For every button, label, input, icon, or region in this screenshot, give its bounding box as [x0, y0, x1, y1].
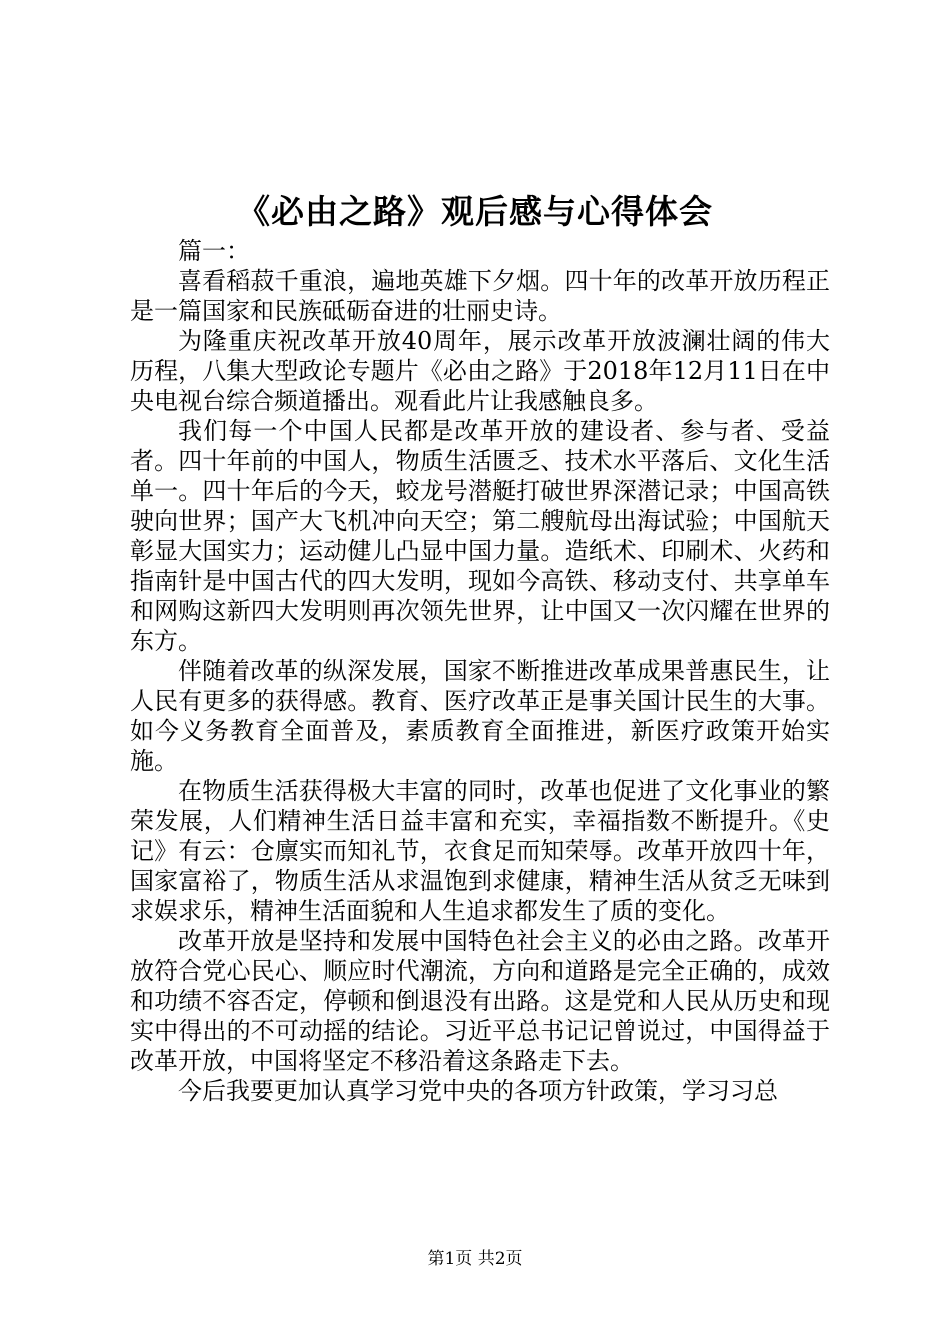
paragraph-3: 为隆重庆祝改革开放40周年，展示改革开放波澜壮阔的伟大历程，八集大型政论专题片《必由之路》于2018年12月11日在中央电视台综合频道播出。观看此片让我感触良多。: [130, 327, 830, 415]
page-footer: 第1页 共2页: [427, 1249, 523, 1269]
paragraph-2: 喜看稻菽千重浪，遍地英雄下夕烟。四十年的改革开放历程正是一篇国家和民族砥砺奋进的壮丽史诗。: [130, 267, 830, 325]
document-title: 《必由之路》观后感与心得体会: [237, 192, 713, 231]
paragraph-7: 改革开放是坚持和发展中国特色社会主义的必由之路。改革开放符合党心民心、顺应时代潮流，方向和道路是完全正确的，成效和功绩不容否定，停顿和倒退没有出路。这是党和人民从历史和现实中得出的不可动摇的结论。习近平总书记记曾说过，中国得益于改革开放，中国将坚定不移沿着这条路走下去。: [130, 927, 830, 1075]
document-body: [130, 236, 830, 1106]
paragraph-5: 伴随着改革的纵深发展，国家不断推进改革成果普惠民生，让人民有更多的获得感。教育、医疗改革正是事关国计民生的大事。如今义务教育全面普及，素质教育全面推进，新医疗政策开始实施。: [130, 657, 830, 775]
paragraph-6: 在物质生活获得极大丰富的同时，改革也促进了文化事业的繁荣发展，人们精神生活日益丰富和充实，幸福指数不断提升。《史记》有云：仓廪实而知礼节，衣食足而知荣辱。改革开放四十年，国家富裕了，物质生活从求温饱到求健康，精神生活从贫乏无味到求娱求乐，精神生活面貌和人生追求都发生了质的变化。: [130, 777, 830, 925]
paragraph-4: 我们每一个中国人民都是改革开放的建设者、参与者、受益者。四十年前的中国人，物质生活匮乏、技术水平落后、文化生活单一。四十年后的今天，蛟龙号潜艇打破世界深潜记录；中国高铁驶向世界；国产大飞机冲向天空；第二艘航母出海试验；中国航天彰显大国实力；运动健儿凸显中国力量。造纸术、印刷术、火药和指南针是中国古代的四大发明，现如今高铁、移动支付、共享单车和网购这新四大发明则再次领先世界，让中国又一次闪耀在世界的东方。: [130, 417, 830, 655]
paragraph-1: 篇一：: [178, 237, 250, 265]
paragraph-8: 今后我要更加认真学习党中央的各项方针政策，学习习总: [178, 1077, 778, 1105]
